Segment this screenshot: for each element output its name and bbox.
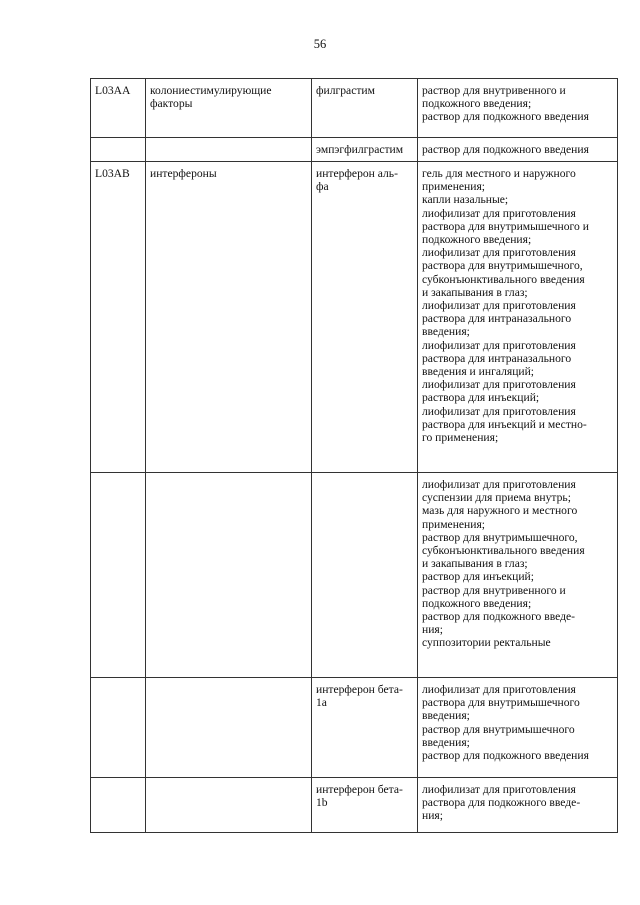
forms-line: подкожного введения; [422,233,532,247]
forms-cell [418,162,618,473]
group-cell [146,138,312,162]
forms-line: раствор для внутривенного и [422,583,566,597]
table-row [91,473,618,678]
forms-line: лиофилизат для приготовления [422,338,576,352]
table-row [91,778,618,833]
code-cell [91,473,146,678]
forms-cell [418,79,618,138]
forms-line: раствора для инъекций и местно- [422,417,587,431]
forms-line: лиофилизат для приготовления [422,783,576,796]
forms-line: и закапывания в глаз; [422,285,528,299]
table-row [91,162,618,473]
group-cell [146,79,312,138]
code-cell [91,778,146,833]
forms-line: лиофилизат для приготовления [422,206,576,220]
forms-line: субконъюнктивального введения [422,272,585,286]
group-cell [146,778,312,833]
forms-line: раствора для внутримышечного и [422,219,589,233]
drug-cell [312,678,418,778]
forms-cell [418,138,618,162]
drug-line: интерферон бета- [316,683,403,696]
forms-cell [418,473,618,678]
drug-line: фа [316,180,329,194]
forms-line: раствора для подкожного введе- [422,796,581,810]
group-cell [146,473,312,678]
forms-line: лиофилизат для приготовления [422,246,576,260]
drug-line: 1b [316,796,328,810]
forms-line: введения; [422,735,470,749]
drug-cell [312,473,418,678]
forms-line: раствор для инъекций; [422,570,534,584]
page-number: 56 [313,37,327,51]
forms-line: суппозитории ректальные [422,636,551,650]
forms-line: применения; [422,180,486,194]
forms-line: и закапывания в глаз; [422,557,528,571]
forms-line: применения; [422,517,486,531]
table-row [91,138,618,162]
drug-line: 1a [316,696,327,710]
forms-line: гель для местного и наружного [422,167,576,180]
forms-line: введения; [422,325,470,339]
forms-line: раствор для подкожного введения [422,143,589,156]
forms-line: лиофилизат для приготовления [422,478,576,491]
group-line: колониестимулирующие [150,84,272,97]
forms-line: раствора для интраназального [422,312,572,326]
table-row [91,79,618,138]
forms-line: лиофилизат для приготовления [422,683,576,696]
drug-line: интерферон аль- [316,167,398,180]
forms-line: лиофилизат для приготовления [422,299,576,313]
forms-line: раствор для внутривенного и [422,84,566,97]
drug-line: интерферон бета- [316,783,403,796]
group-cell [146,678,312,778]
forms-line: капли назальные; [422,193,509,207]
table-row [91,678,618,778]
forms-line: лиофилизат для приготовления [422,378,576,392]
forms-line: подкожного введения; [422,596,532,610]
forms-line: раствор для подкожного введения [422,110,589,124]
forms-line: раствора для внутримышечного [422,696,580,710]
drug-line: эмпэгфилграстим [316,143,404,156]
code-cell [91,138,146,162]
drug-cell [312,79,418,138]
forms-line: подкожного введения; [422,97,532,111]
forms-line: субконъюнктивального введения [422,544,585,558]
forms-line: го применения; [422,431,499,445]
forms-cell [418,678,618,778]
drug-table [90,78,618,833]
forms-cell [418,778,618,833]
forms-line: мазь для наружного и местного [422,504,578,518]
drug-cell [312,138,418,162]
drug-line: филграстим [316,84,375,97]
forms-line: ния; [422,809,443,823]
forms-line: раствора для внутримышечного, [422,259,583,273]
drug-cell [312,778,418,833]
forms-line: введения; [422,709,470,723]
forms-line: введения и ингаляций; [422,365,535,379]
forms-line: раствора для интраназального [422,351,572,365]
forms-line: раствор для внутримышечного, [422,530,578,544]
code-cell: L03AB [91,162,146,473]
forms-line: раствор для подкожного введе- [422,610,576,624]
forms-line: раствор для внутримышечного [422,722,575,736]
group-line: факторы [150,97,193,111]
code-cell: L03AA [91,79,146,138]
forms-line: суспензии для приема внутрь; [422,491,571,505]
drug-cell [312,162,418,473]
forms-line: раствора для инъекций; [422,391,540,405]
code-cell [91,678,146,778]
forms-line: ния; [422,623,443,637]
group-cell [146,162,312,473]
group-line: интерфероны [150,167,217,180]
forms-line: раствор для подкожного введения [422,749,589,763]
forms-line: лиофилизат для приготовления [422,404,576,418]
